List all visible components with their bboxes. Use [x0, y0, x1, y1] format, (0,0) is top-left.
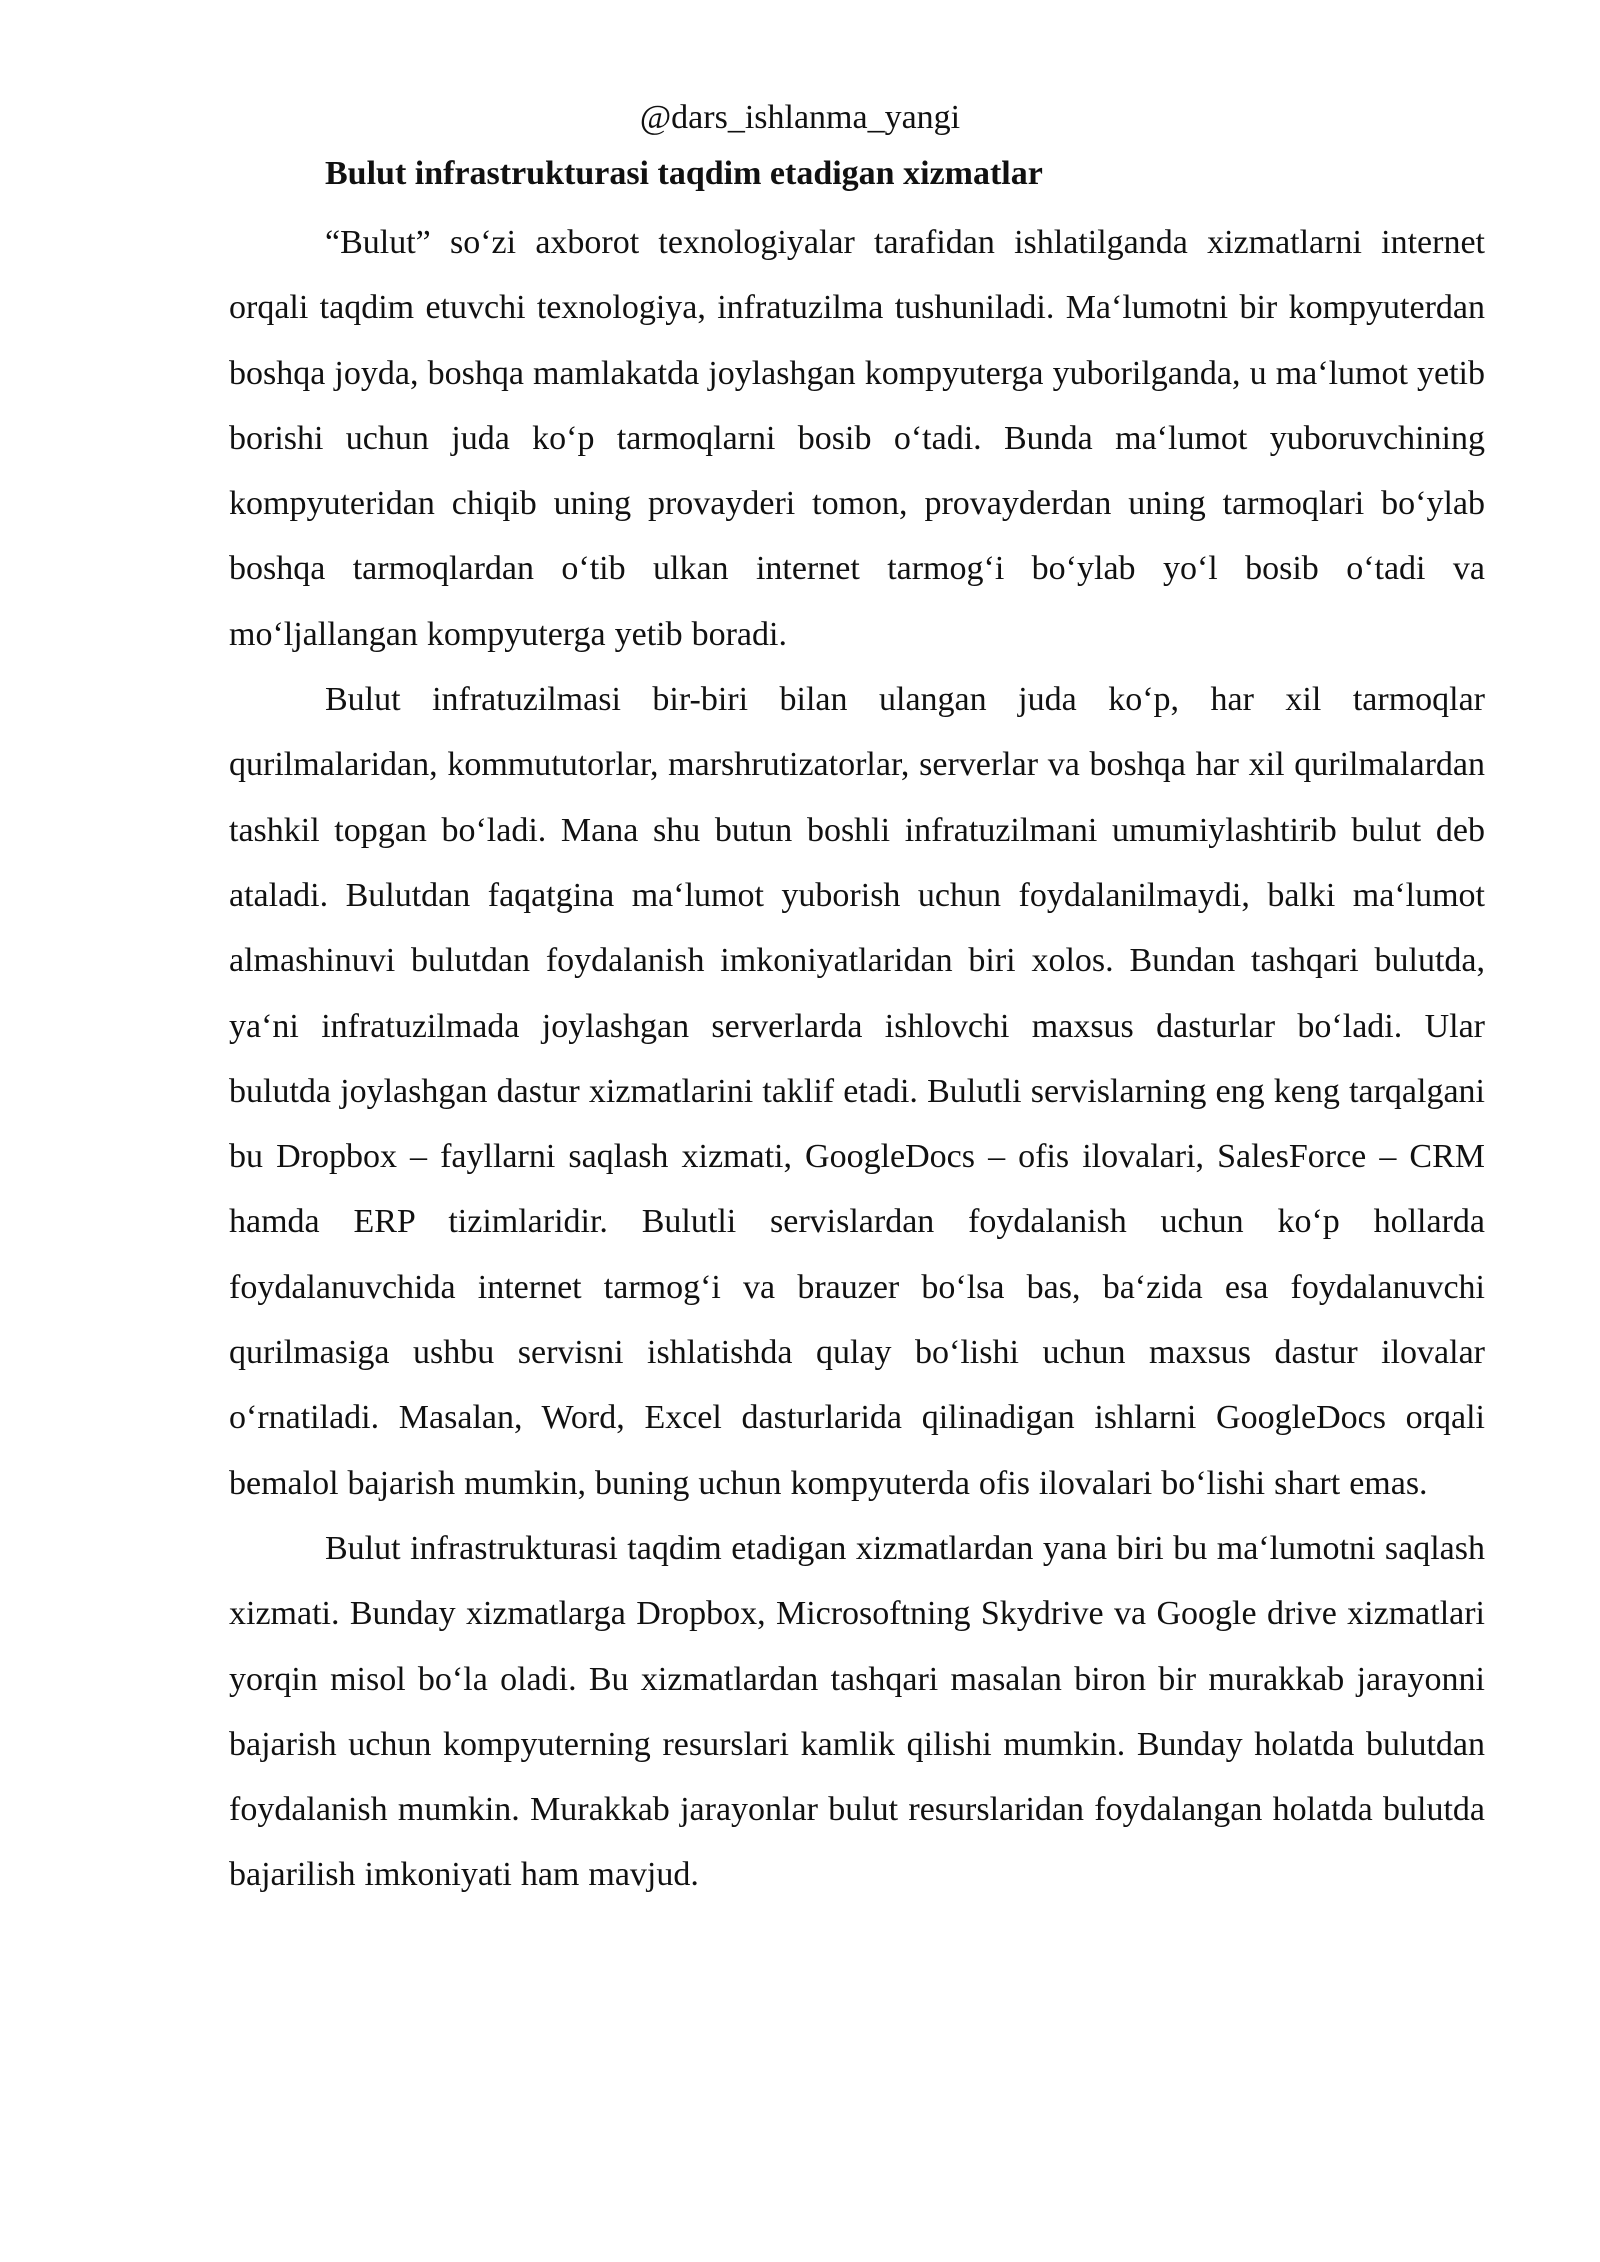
document-body: [229, 152, 1485, 1908]
paragraph-3: Bulut infrastrukturasi taqdim etadigan xizmatlardan yana biri bu ma‘lumotni saqlash xizmati. Bunday xizmatlarga Dropbox, Microsoftning Skydrive va Google drive xizmatlari yorqin misol bo‘la oladi. Bu xizmatlardan tashqari masalan biron bir murakkab jarayonni bajarish uchun kompyuterning resurslari kamlik qilishi mumkin. Bunday holatda bulutdan foydalanish mumkin. Murakkab jarayonlar bulut resurslaridan foydalangan holatda bulutda bajarilish imkoniyati ham mavjud.: [229, 1529, 1485, 1894]
paragraph-1: “Bulut” so‘zi axborot texnologiyalar tarafidan ishlatilganda xizmatlarni internet orqali taqdim etuvchi texnologiya, infratuzilma tushuniladi. Ma‘lumotni bir kompyuterdan boshqa joyda, boshqa mamlakatda joylashgan kompyuterga yuborilganda, u ma‘lumot yetib borishi uchun juda ko‘p tarmoqlarni bosib o‘tadi. Bunda ma‘lumot yuboruvchining kompyuteridan chiqib uning provayderi tomon, provayderdan uning tarmoqlari bo‘ylab boshqa tarmoqlardan o‘tib ulkan internet tarmog‘i bo‘ylab yo‘l bosib o‘tadi va mo‘ljallangan kompyuterga yetib boradi.: [229, 224, 1485, 653]
header-handle: @dars_ishlanma_yangi: [639, 99, 961, 136]
document-title: Bulut infrastrukturasi taqdim etadigan xizmatlar: [325, 155, 1043, 192]
paragraph-2: Bulut infratuzilmasi bir-biri bilan ulangan juda ko‘p, har xil tarmoqlar qurilmalaridan, kommututorlar, marshrutizatorlar, serverlar va boshqa har xil qurilmalardan tashkil topgan bo‘ladi. Mana shu butun boshli infratuzilmani umumiylashtirib bulut deb ataladi. Bulutdan faqatgina ma‘lumot yuborish uchun foydalanilmaydi, balki ma‘lumot almashinuvi bulutdan foydalanish imkoniyatlaridan biri xolos. Bundan tashqari bulutda, ya‘ni infratuzilmada joylashgan serverlarda ishlovchi maxsus dasturlar bo‘ladi. Ular bulutda joylashgan dastur xizmatlarini taklif etadi. Bulutli servislarning eng keng tarqalgani bu Dropbox – fayllarni saqlash xizmati, GoogleDocs – ofis ilovalari, SalesForce – CRM hamda ERP tizimlaridir. Bulutli servislardan foydalanish uchun ko‘p hollarda foydalanuvchida internet tarmog‘i va brauzer bo‘lsa bas, ba‘zida esa foydalanuvchi qurilmasiga ushbu servisni ishlatishda qulay bo‘lishi uchun maxsus dastur ilovalar o‘rnatiladi. Masalan, Word, Excel dasturlarida qilinadigan ishlarni GoogleDocs orqali bemalol bajarish mumkin, buning uchun kompyuterda ofis ilovalari bo‘lishi shart emas.: [229, 681, 1485, 1502]
